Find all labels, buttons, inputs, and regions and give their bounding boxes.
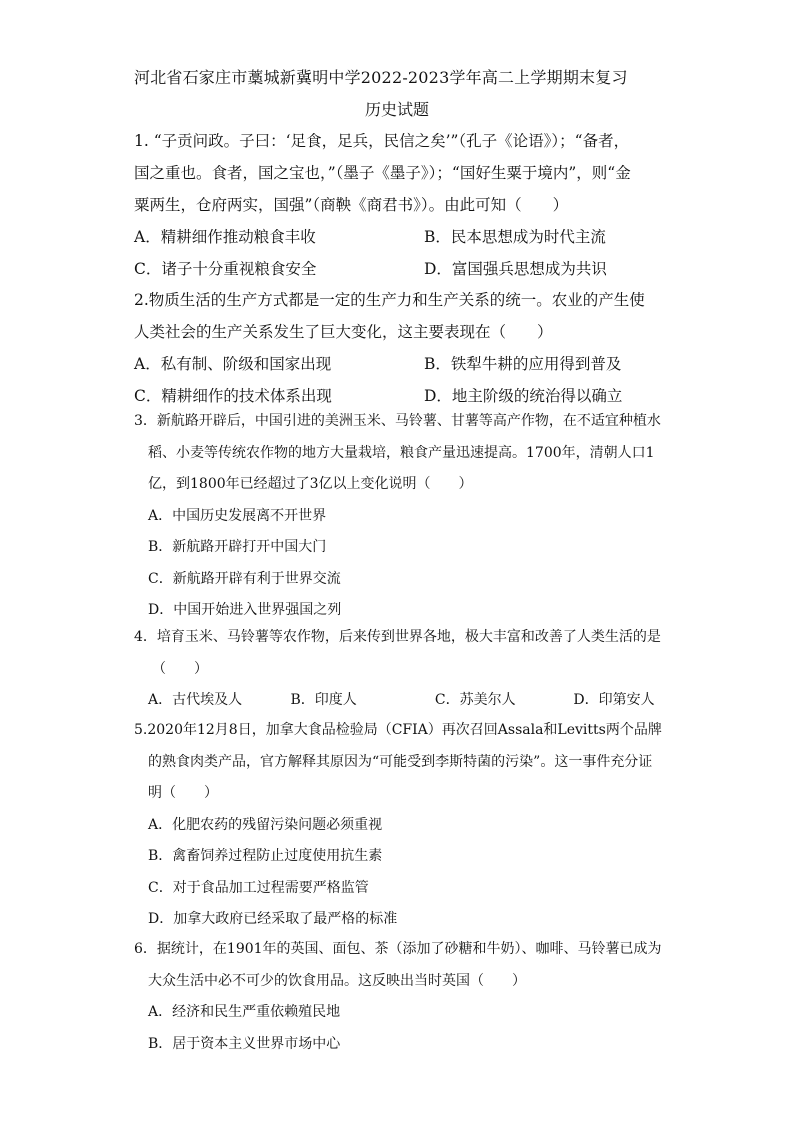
question-1-option-d[interactable]: D．富国强兵思想成为共识 (424, 260, 607, 278)
question-4-option-c[interactable]: C．苏美尔人 (434, 692, 516, 708)
question-1-option-b[interactable]: B．民本思想成为时代主流 (424, 228, 606, 246)
question-6-option-a[interactable]: A．经济和民生严重依赖殖民地 (148, 1004, 341, 1020)
question-4-line-2: （ ） (152, 660, 208, 677)
question-4-options (134, 685, 664, 717)
question-4 (134, 622, 664, 717)
question-1-line-2: 国之重也。食者，国之宝也，”（墨子《墨子》）；“国好生粟于境内”，则“金 (134, 164, 631, 182)
question-3-option-d[interactable]: D．中国开始进入世界强国之列 (148, 602, 342, 618)
question-2-option-d[interactable]: D．地主阶级的统治得以确立 (424, 387, 623, 405)
question-4-option-a[interactable]: A．古代埃及人 (148, 692, 243, 708)
question-1-option-a[interactable]: A．精耕细作推动粮食丰收 (134, 228, 316, 246)
question-2-line-2: 人类社会的生产关系发生了巨大变化，这主要表现在（ ） (134, 323, 553, 341)
question-6 (134, 934, 664, 1060)
question-2-option-a[interactable]: A．私有制、阶级和国家出现 (134, 355, 332, 373)
question-2 (134, 284, 664, 412)
question-2-options-row-1 (134, 348, 664, 380)
question-1-options-row-2 (134, 253, 664, 285)
exam-subtitle: 历史试题 (364, 100, 429, 119)
question-3-line-2: 稻、小麦等传统农作物的地方大量栽培，粮食产量迅速提高。1700年，清朝人口1 (148, 444, 655, 461)
question-1 (134, 125, 664, 285)
question-3-line-1: 3．新航路开辟后，中国引进的美洲玉米、马铃薯、甘薯等高产作物，在不适宜种植水 (134, 413, 661, 429)
question-3-option-a[interactable]: A．中国历史发展离不开世界 (148, 507, 327, 524)
question-2-option-b[interactable]: B．铁犁牛耕的应用得到普及 (424, 355, 622, 373)
question-1-line-3: 粟两生，仓府两实，国强”（商鞅《商君书》）。由此可知（ ） (134, 196, 569, 214)
question-1-options-row-1 (134, 221, 664, 253)
question-6-option-b[interactable]: B．居于资本主义世界市场中心 (148, 1035, 341, 1052)
question-3-option-c[interactable]: C．新航路开辟有利于世界交流 (148, 570, 341, 587)
question-5-line-2: 的熟食肉类产品，官方解释其原因为“可能受到李斯特菌的污染”。这一事件充分证 (148, 753, 653, 770)
exam-title: 河北省石家庄市藁城新冀明中学2022-2023学年高二上学期期末复习 (134, 68, 628, 87)
question-6-line-2: 大众生活中必不可少的饮食用品。这反映出当时英国（ ） (148, 972, 526, 989)
question-1-line-1: 1. “子贡问政。子曰：‘足食，足兵，民信之矣’”（孔子《论语》）；“备者， (134, 132, 630, 150)
question-3-option-b[interactable]: B．新航路开辟打开中国大门 (148, 539, 327, 555)
question-2-line-1: 2.物质生活的生产方式都是一定的生产力和生产关系的统一。农业的产生使 (134, 291, 645, 309)
question-5-line-1: 5.2020年12月8日，加拿大食品检验局（CFIA）再次召回Assala和Levitts两个品牌 (134, 722, 662, 738)
question-3-line-3: 亿，到1800年已经超过了3亿以上变化说明（ ） (148, 476, 473, 492)
question-5-option-c[interactable]: C．对于食品加工过程需要严格监管 (148, 879, 369, 896)
question-5-option-b[interactable]: B．禽畜饲养过程防止过度使用抗生素 (148, 848, 383, 864)
question-5 (134, 715, 664, 936)
question-5-option-a[interactable]: A．化肥农药的残留污染问题必须重视 (148, 816, 383, 833)
question-5-line-3: 明（ ） (148, 785, 218, 801)
question-3 (134, 406, 664, 627)
question-2-option-c[interactable]: C．精耕细作的技术体系出现 (134, 387, 332, 405)
question-4-option-d[interactable]: D．印第安人 (573, 692, 655, 708)
question-6-line-1: 6．据统计，在1901年的英国、面包、茶（添加了砂糖和牛奶）、咖啡、马铃薯已成为 (134, 941, 662, 957)
question-4-line-1: 4．培育玉米、马铃薯等农作物，后来传到世界各地，极大丰富和改善了人类生活的是 (134, 629, 661, 645)
question-5-option-d[interactable]: D．加拿大政府已经采取了最严格的标准 (148, 911, 398, 927)
question-1-option-c[interactable]: C．诸子十分重视粮食安全 (134, 260, 317, 278)
question-4-option-b[interactable]: B．印度人 (290, 692, 357, 708)
